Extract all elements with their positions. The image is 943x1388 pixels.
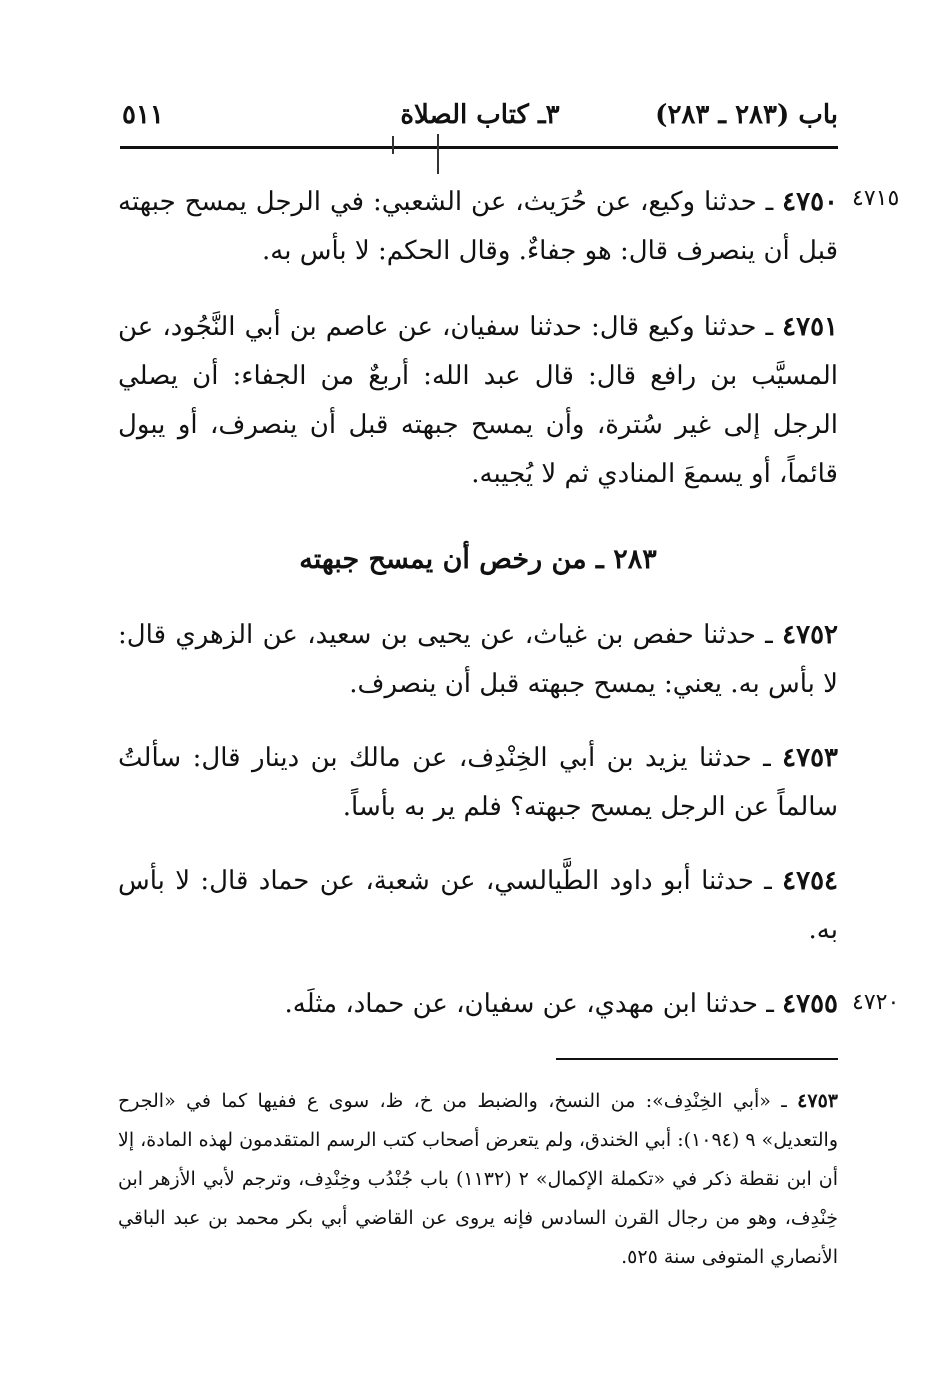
chapter-range: باب (٢٨٣ ـ ٢٨٣) [655, 100, 838, 130]
hadith-text: ـ حدثنا وكيع قال: حدثنا سفيان، عن عاصم بن أبي النَّجُود، عن المسيَّب بن رافع قال: قال عبد الله: أربعٌ من الجفاء: أن يصلي الرجل إلى غير سُترة، وأن يمسح جبهته قبل أن ينصرف، أو يبول قائماً، أو يسمعَ المنادي ثم لا يُجيبه. [118, 312, 838, 489]
hadith-number: ٤٧٥٣ [782, 743, 838, 773]
hadith-text: ـ حدثنا حفص بن غياث، عن يحيى بن سعيد، عن الزهري قال: لا بأس به. يعني: يمسح جبهته قبل أن ينصرف. [118, 620, 838, 699]
hadith-paragraph [118, 857, 838, 955]
footnote [118, 1082, 838, 1277]
hadith-text: ـ حدثنا وكيع، عن حُرَيث، عن الشعبي: في الرجل يمسح جبهته قبل أن ينصرف قال: هو جفاءٌ. وقال الحكم: لا بأس به. [118, 187, 838, 266]
hadith-number: ٤٧٥٤ [782, 866, 838, 896]
footnote-rule [556, 1058, 838, 1060]
hadith-text: ـ حدثنا يزيد بن أبي الخِنْدِف، عن مالك بن دينار قال: سألتُ سالماً عن الرجل يمسح جبهته؟ فلم ير به بأساً. [118, 743, 838, 822]
hadith-paragraph [118, 611, 838, 709]
header-rule [120, 146, 838, 149]
hadith-number: ٤٧٥٢ [782, 620, 838, 650]
print-mark [437, 134, 439, 174]
hadith-paragraph [118, 980, 838, 1029]
book-title: ٣ـ كتاب الصلاة [400, 100, 560, 130]
chapter-heading: ٢٨٣ ـ من رخص أن يمسح جبهته [299, 544, 657, 575]
margin-number: ٤٧٢٠ [852, 990, 900, 1015]
hadith-number: ٤٧٥١ [782, 312, 838, 342]
footnote-number: ٤٧٥٣ [797, 1090, 838, 1112]
hadith-paragraph [118, 734, 838, 832]
hadith-paragraph [118, 303, 838, 499]
margin-number: ٤٧١٥ [852, 186, 900, 211]
page-number: ٥١١ [122, 100, 164, 130]
footnote-text: ـ «أبي الخِنْدِف»: من النسخ، والضبط من خ، ظ، سوى ع ففيها كما في «الجرح والتعديل» ٩ (١٠٩٤): أبي الخندق، ولم يتعرض أصحاب كتب الرسم المتقدمون لهذه المادة، إلا أن ابن نقطة ذكر في «تكملة الإكمال» ٢ (١١٣٢) باب جُنْدُب وخِنْدِف، وترجم لأبي الأزهر ابن خِنْدِف، وهو من رجال القرن السادس فإنه يروى عن القاضي أبي بكر محمد بن عبد الباقي الأنصاري المتوفى سنة ٥٢٥. [118, 1090, 839, 1268]
running-header [122, 98, 838, 140]
hadith-number: ٤٧٥٠ [782, 187, 838, 217]
hadith-number: ٤٧٥٥ [782, 989, 838, 1019]
hadith-paragraph [118, 178, 838, 276]
print-mark [392, 136, 394, 154]
hadith-text: ـ حدثنا أبو داود الطَّيالسي، عن شعبة، عن حماد قال: لا بأس به. [118, 866, 838, 945]
hadith-text: ـ حدثنا ابن مهدي، عن سفيان، عن حماد، مثلَه. [284, 989, 783, 1019]
